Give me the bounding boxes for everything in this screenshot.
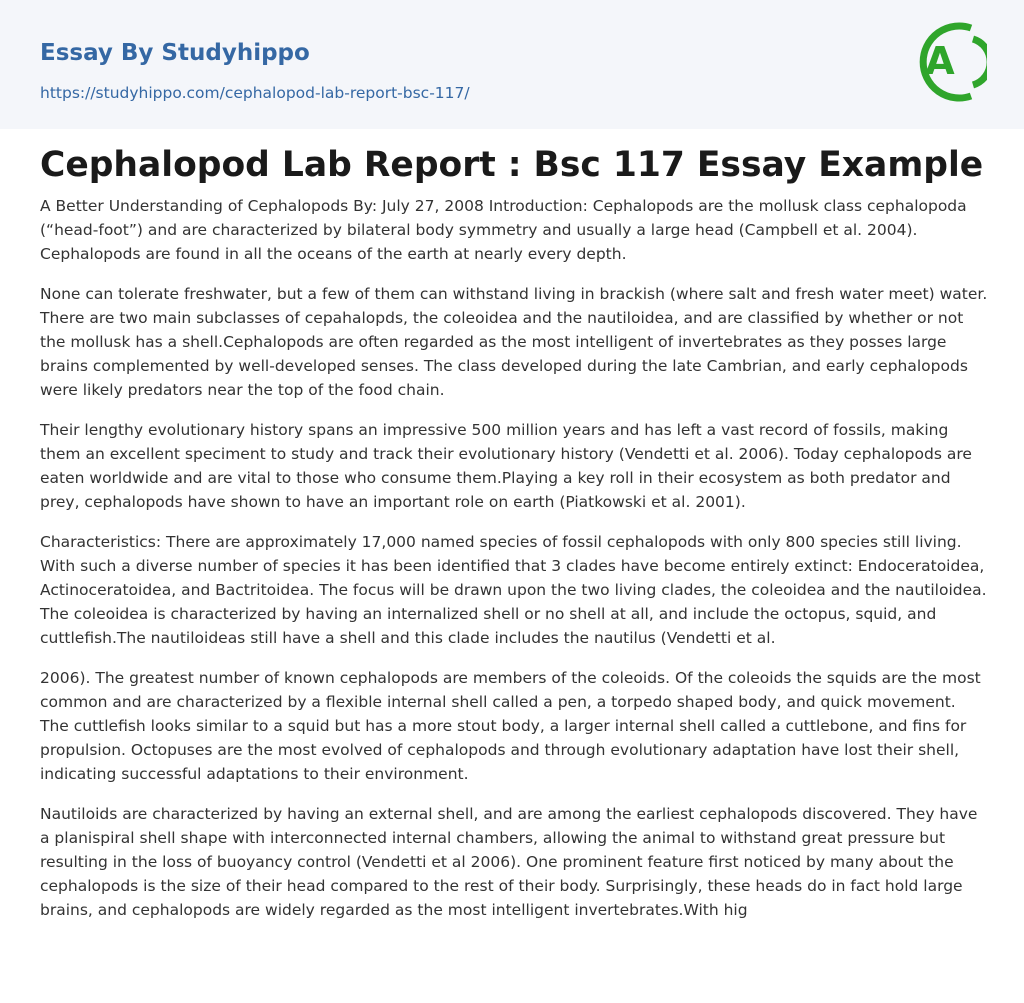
paragraph: Characteristics: There are approximately 17,000 named species of fossil cephalopods with only 800 species still living. With such a diverse number of species it has been identified that 3 clades have become entirely extinct: Endoceratoidea, Actinoceratoidea, and Bactritoidea. The focus will be drawn upon the two living clades, the coleoidea and the nautiloidea. The coleoidea is characterized by having an internalized shell or no shell at all, and include the octopus, squid, and cuttlefish.The nautiloideas still have a shell and this clade includes the nautilus (Vendetti et al.	[40, 533, 987, 647]
essay-body	[40, 194, 988, 938]
source-url-link[interactable]: https://studyhippo.com/cephalopod-lab-report-bsc-117/	[40, 84, 470, 102]
paragraph: 2006). The greatest number of known cephalopods are members of the coleoids. Of the coleoids the squids are the most common and are characterized by a flexible internal shell called a pen, a torpedo shaped body, and quick movement. The cuttlefish looks similar to a squid but has a more stout body, a larger internal shell called a cuttlebone, and fins for propulsion. Octopuses are the most evolved of cephalopods and through evolutionary adaptation have lost their shell, indicating successful adaptations to their environment.	[40, 669, 981, 783]
paragraph: Their lengthy evolutionary history spans an impressive 500 million years and has left a vast record of fossils, making them an excellent speciment to study and track their evolutionary history (Vendetti et al. 2006). Today cephalopods are eaten worldwide and are vital to those who consume them.Playing a key roll in their ecosystem as both predator and prey, cephalopods have shown to have an important role on earth (Piatkowski et al. 2001).	[40, 421, 972, 511]
logo-letter: A	[925, 39, 955, 83]
site-name[interactable]: Essay By Studyhippo	[40, 40, 310, 66]
site-header	[0, 0, 1024, 129]
paragraph: None can tolerate freshwater, but a few of them can withstand living in brackish (where salt and fresh water meet) water. There are two main subclasses of cepahalopds, the coleoidea and the nautiloidea, and are classified by whether or not the mollusk has a shell.Cephalopods are often regarded as the most intelligent of invertebrates as they posses large brains complemented by well-developed senses. The class developed during the late Cambrian, and early cephalopods were likely predators near the top of the food chain.	[40, 285, 988, 399]
paragraph: Nautiloids are characterized by having an external shell, and are among the earliest cephalopods discovered. They have a planispiral shell shape with interconnected internal chambers, allowing the animal to withstand great pressure but resulting in the loss of buoyancy control (Vendetti et al 2006). One prominent feature first noticed by many about the cephalopods is the size of their head compared to the rest of their body. Surprisingly, these heads do in fact hold large brains, and cephalopods are widely regarded as the most intelligent invertebrates.With hig	[40, 805, 978, 919]
paragraph: A Better Understanding of Cephalopods By: July 27, 2008 Introduction: Cephalopods are the mollusk class cephalopoda (“head-foot”) and are characterized by bilateral body symmetry and usually a large head (Campbell et al. 2004). Cephalopods are found in all the oceans of the earth at nearly every depth.	[40, 197, 967, 263]
studyhippo-logo-icon[interactable]	[911, 19, 987, 105]
page-title: Cephalopod Lab Report : Bsc 117 Essay Example	[40, 145, 984, 185]
